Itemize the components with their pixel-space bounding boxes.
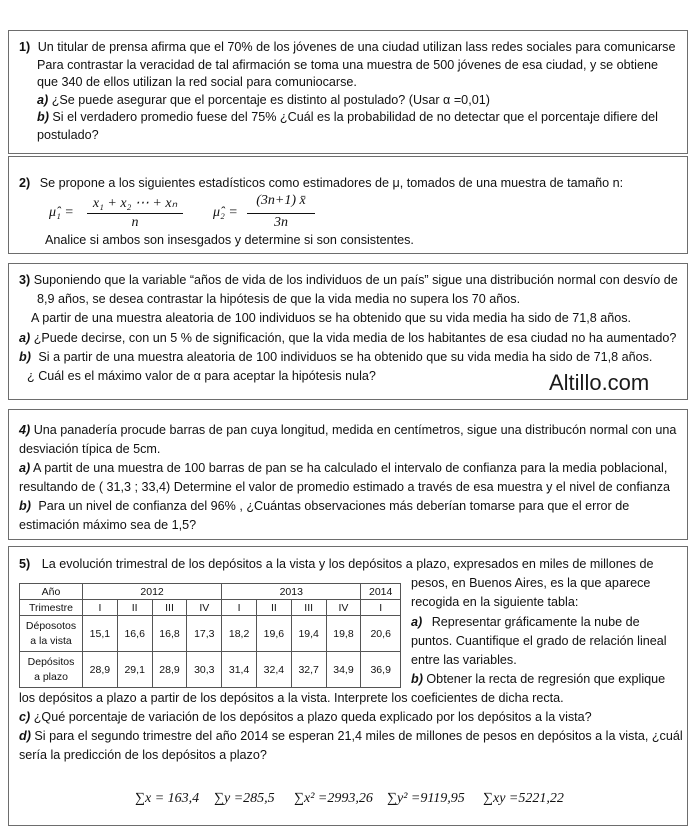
estimator-2-denominator: 3n — [274, 215, 288, 230]
table-header-cell: Trimestre — [20, 600, 83, 616]
item-text: postulado? — [37, 128, 99, 142]
year-cell: 2012 — [83, 584, 222, 600]
table-row — [20, 616, 401, 652]
table-row — [20, 652, 401, 688]
question-text: pesos, en Buenos Aires, es la que aparece — [411, 576, 651, 590]
question-number: 3) — [19, 273, 31, 287]
row-label: Depósitos — [27, 655, 75, 668]
estimator-1-numerator: x₁ + x₂ ⋯ + xₙ — [92, 196, 178, 211]
item-label: a) — [19, 461, 31, 475]
estimator-1-denominator: n — [131, 215, 139, 230]
value-cell: 34,9 — [326, 652, 361, 688]
question-text: recogida en la siguiente tabla: — [411, 595, 579, 609]
item-label: b) — [37, 110, 49, 124]
question-text: A partir de una muestra aleatoria de 100 individuos se ha obtenido que su vida media ha sido de 71,8 años. — [31, 311, 632, 325]
item-text: sería la predicción de los depósitos a plazo? — [19, 748, 267, 762]
value-cell: 31,4 — [222, 652, 257, 688]
sum-y: ∑y =285,5 — [214, 791, 275, 806]
sum-xy: ∑xy =5221,22 — [483, 791, 564, 806]
year-cell: 2014 — [361, 584, 401, 600]
value-cell: 30,3 — [187, 652, 222, 688]
question-text: Suponiendo que la variable “años de vida de los individuos de un país” sigue una distribución normal con desvío de — [33, 273, 678, 287]
item-text: los depósitos a plazo a partir de los depósitos a la vista. Interprete los coeficientes de dicha recta. — [19, 691, 564, 705]
estimator-2-lhs: μ̂₂ = — [213, 205, 238, 220]
item-label: b) — [411, 672, 423, 686]
quarter-cell: IV — [326, 600, 361, 616]
question-text: La evolución trimestral de los depósitos a la vista y los depósitos a plazo, expresados en miles de millones de — [41, 557, 654, 571]
value-cell: 28,9 — [83, 652, 118, 688]
quarter-cell: I — [222, 600, 257, 616]
sum-x: ∑x = 163,4 — [135, 791, 200, 806]
item-text: entre las variables. — [411, 653, 517, 667]
value-cell: 29,1 — [117, 652, 152, 688]
question-text: Se propone a los siguientes estadísticos como estimadores de μ, tomados de una muestra de tamaño n: — [39, 176, 624, 190]
question-text: 8,9 años, se desea contrastar la hipótesis de que la vida media no supera los 70 años. — [37, 292, 521, 306]
item-label: c) — [19, 710, 31, 724]
question-text: desviación típica de 5cm. — [19, 442, 161, 456]
row-label-cell — [20, 652, 83, 688]
question-text: que 340 de ellos utilizan la red social para comuniocarse. — [37, 75, 357, 89]
value-cell: 32,7 — [291, 652, 326, 688]
item-text: ¿Qué porcentaje de variación de los depósitos a plazo queda explicado por los depósitos a la vista? — [33, 710, 592, 724]
question-text: Un titular de prensa afirma que el 70% de los jóvenes de una ciudad utilizan lass redes sociales para comunicarse — [37, 40, 676, 54]
value-cell: 17,3 — [187, 616, 222, 652]
value-cell: 19,4 — [291, 616, 326, 652]
item-label: d) — [19, 729, 31, 743]
quarter-cell: IV — [187, 600, 222, 616]
quarter-cell: I — [83, 600, 118, 616]
question-5-box — [8, 546, 688, 826]
table-header-cell: Año — [20, 584, 83, 600]
deposits-table — [19, 583, 401, 688]
item-text: estimación máximo sea de 1,5? — [19, 518, 197, 532]
quarter-cell: III — [291, 600, 326, 616]
sum-x-squared: ∑x² =2993,26 — [294, 791, 373, 806]
fraction-bar — [87, 213, 183, 214]
item-text: Si para el segundo trimestre del año 2014 se esperan 21,4 miles de millones de pesos en depósitos a la vista, ¿cuál — [34, 729, 683, 743]
value-cell: 20,6 — [361, 616, 401, 652]
row-label: a la vista — [30, 634, 72, 647]
item-label: a) — [19, 331, 31, 345]
quarter-cell: III — [152, 600, 187, 616]
quarter-cell: II — [117, 600, 152, 616]
fraction-bar — [247, 213, 315, 214]
row-label: Déposotos — [25, 619, 77, 632]
value-cell: 28,9 — [152, 652, 187, 688]
question-number: 2) — [19, 176, 31, 190]
question-number: 1) — [19, 40, 31, 54]
value-cell: 32,4 — [256, 652, 291, 688]
item-text: Para un nivel de confianza del 96% , ¿Cuántas observaciones más deberían tomarse para que el error de — [38, 499, 630, 513]
item-text: Si el verdadero promedio fuese del 75% ¿Cuál es la probabilidad de no detectar que el porcentaje difiere del — [52, 110, 658, 124]
item-label: a) — [37, 93, 49, 107]
value-cell: 15,1 — [83, 616, 118, 652]
table-row — [20, 584, 401, 600]
question-4-box — [8, 409, 688, 540]
estimator-1-lhs: μ̂₁ = — [49, 205, 74, 220]
item-label: b) — [19, 499, 31, 513]
item-text: resultando de ( 31,3 ; 33,4) Determine el valor de promedio estimado a través de esa muestra y el nivel de confianza — [19, 480, 671, 494]
row-label-cell — [20, 616, 83, 652]
item-text: Si a partir de una muestra aleatoria de 100 individuos se ha obtenido que su vida media ha sido de 71,8 años. — [38, 350, 653, 364]
item-text: A partit de una muestra de 100 barras de pan se ha calculado el intervalo de confianza para la media poblacional, — [33, 461, 668, 475]
item-label: a) — [411, 615, 423, 629]
item-text: ¿Puede decirse, con un 5 % de significación, que la vida media de los habitantes de esa ciudad no ha aumentado? — [33, 331, 677, 345]
question-text: Una panadería procude barras de pan cuya longitud, medida en centímetros, sigue una distribucón normal con una — [33, 423, 677, 437]
value-cell: 36,9 — [361, 652, 401, 688]
question-number: 4) — [19, 423, 31, 437]
item-text: Obtener la recta de regresión que explique — [426, 672, 666, 686]
question-text: Para contrastar la veracidad de tal afirmación se toma una muestra de 500 jóvenes de esa ciudad, y se obtiene — [37, 58, 658, 72]
question-1-box — [8, 30, 688, 154]
table-row — [20, 600, 401, 616]
item-text: ¿Se puede asegurar que el porcentaje es distinto al postulado? (Usar α =0,01) — [51, 93, 490, 107]
value-cell: 18,2 — [222, 616, 257, 652]
value-cell: 19,8 — [326, 616, 361, 652]
row-label: a plazo — [34, 670, 68, 683]
question-text: Analice si ambos son insesgados y determine si son consistentes. — [45, 233, 414, 247]
estimator-2-numerator: (3n+1) x̄ — [256, 193, 306, 208]
value-cell: 16,8 — [152, 616, 187, 652]
quarter-cell: I — [361, 600, 401, 616]
question-number: 5) — [19, 557, 31, 571]
altillo-watermark: Altillo.com — [549, 370, 650, 395]
quarter-cell: II — [256, 600, 291, 616]
sum-y-squared: ∑y² =9119,95 — [387, 791, 465, 806]
year-cell: 2013 — [222, 584, 361, 600]
item-text: ¿ Cuál es el máximo valor de α para aceptar la hipótesis nula? — [27, 369, 376, 383]
item-text: puntos. Cuantifique el grado de relación lineal — [411, 634, 667, 648]
item-label: b) — [19, 350, 31, 364]
value-cell: 19,6 — [256, 616, 291, 652]
question-2-box — [8, 156, 688, 254]
value-cell: 16,6 — [117, 616, 152, 652]
item-text: Representar gráficamente la nube de — [431, 615, 640, 629]
question-3-box — [8, 263, 688, 400]
